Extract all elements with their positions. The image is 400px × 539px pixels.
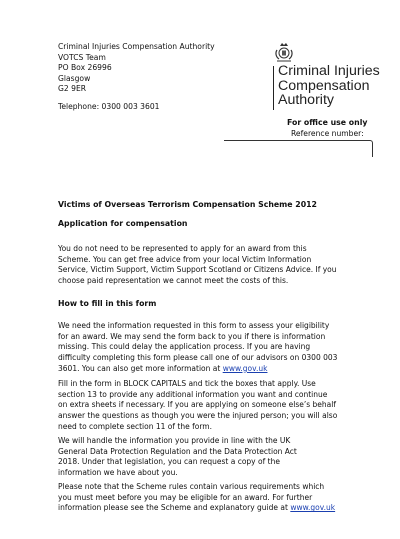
text-fragment: information please see the Scheme and explanatory guide at [58,503,291,513]
text-line: choose paid representation we cannot meet the costs of this. [58,276,289,286]
text-line: for an award. We may send the form back to you if there is information [58,331,326,341]
text-line: difficulty completing this form please call one of our advisors on 0300 003 [58,353,338,363]
text-line: You do not need to be represented to apply for an award from this [58,244,307,253]
text-line: answer the questions as though you were the injured person; you will also [58,411,338,421]
sender-address [58,42,215,95]
text-fragment: 3601. You can also get more information at [58,363,223,373]
address-line: VOTCS Team [58,52,106,62]
intro-paragraph [58,244,358,287]
eligibility-paragraph [58,321,358,375]
gov-uk-link[interactable]: www.gov.uk [290,503,336,513]
text-line: missing. This could delay the application process. If you are having [58,342,311,352]
text-line: information we have about you. [58,468,178,478]
office-use-label: For office use only [287,118,368,127]
gov-uk-link[interactable]: www.gov.uk [222,363,268,373]
address-line: G2 9ER [58,84,87,94]
logo-line: Compensation [278,77,370,94]
address-line: Criminal Injuries Compensation Authority [58,42,215,51]
block-capitals-paragraph [58,379,358,433]
logo-line: Criminal Injuries [278,63,380,79]
reference-number-field[interactable] [224,140,373,157]
text-line: section 13 to provide any additional information you want and continue [58,389,328,399]
text-line: on extra sheets if necessary. If you are applying on someone else’s behalf [58,400,336,410]
text-line: We need the information requested in this form to assess your eligibility [58,321,330,330]
royal-crest-icon [274,42,294,64]
text-line: Scheme. You can get free advice from your local Victim Information [58,254,312,264]
scheme-rules-paragraph [58,482,358,514]
logo-wordmark [278,64,380,108]
reference-number-label: Reference number: [291,129,364,138]
text-line: General Data Protection Regulation and the Data Protection Act [58,446,297,456]
text-line: Please note that the Scheme rules contain various requirements which [58,482,325,491]
logo-line: Authority [278,92,334,109]
text-line: you must meet before you may be eligible for an award. For further [58,492,313,502]
text-line: need to complete section 11 of the form. [58,421,212,431]
address-line: Glasgow [58,73,91,83]
text-line: Service, Victim Support, Victim Support Scotland or Citizens Advice. If you [58,265,337,275]
text-line: Fill in the form in BLOCK CAPITALS and tick the boxes that apply. Use [58,379,316,388]
text-line [58,364,358,375]
how-to-heading: How to fill in this form [58,299,157,308]
text-line: 2018. Under that legislation, you can request a copy of the [58,457,280,467]
address-line: PO Box 26996 [58,63,112,73]
scheme-title: Victims of Overseas Terrorism Compensation Scheme 2012 [58,200,317,209]
data-protection-paragraph [58,436,358,479]
text-line: We will handle the information you provide in line with the UK [58,436,291,445]
telephone: Telephone: 0300 003 3601 [58,102,160,111]
application-title: Application for compensation [58,219,188,228]
cica-logo [270,42,385,112]
text-line [58,503,358,514]
logo-divider [273,66,274,110]
